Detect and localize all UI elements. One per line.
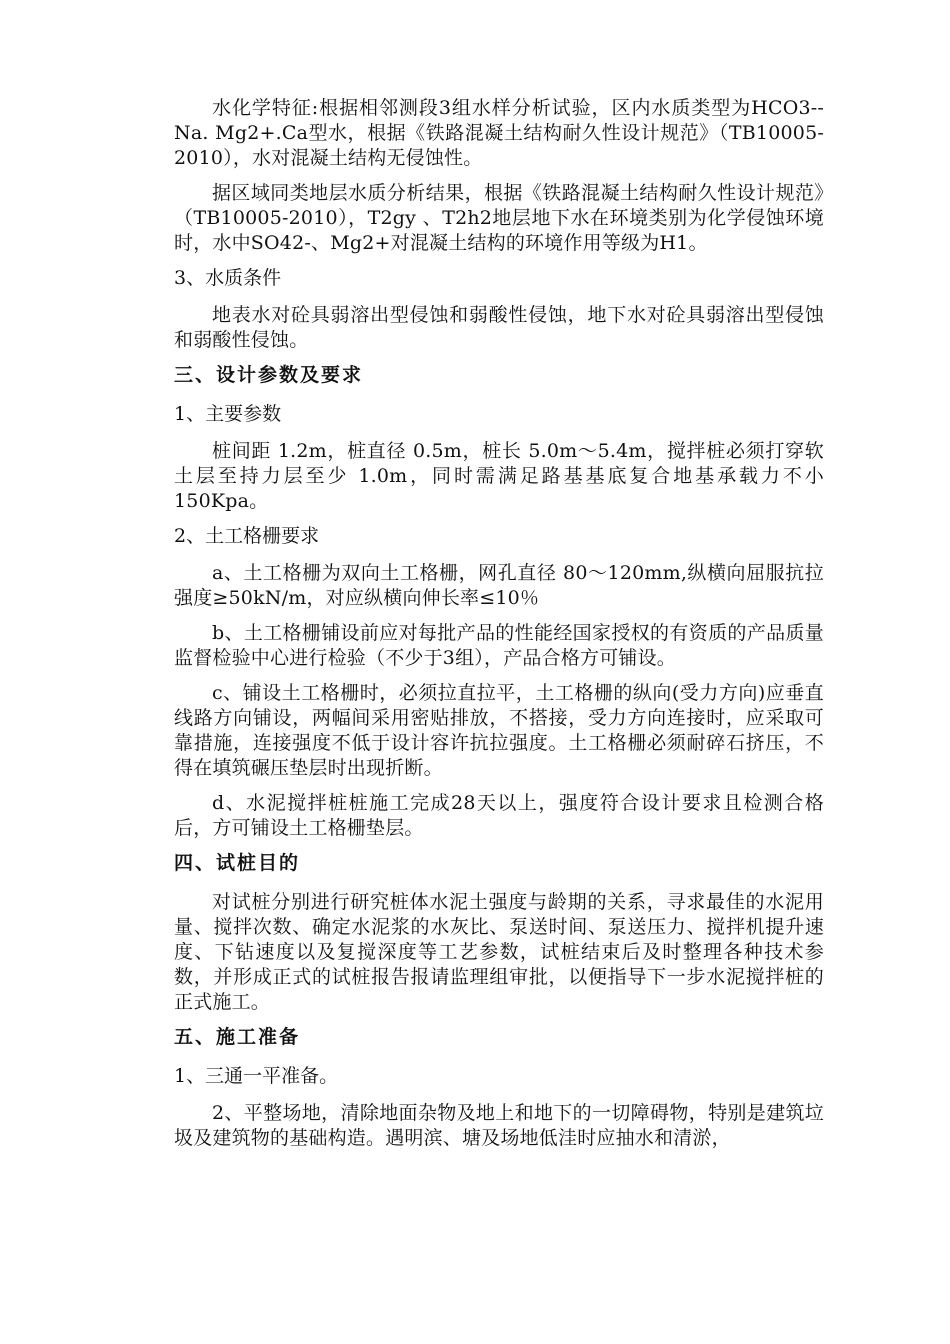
- document-body: [174, 96, 824, 1161]
- paragraph-water-analysis: 据区域同类地层水质分析结果，根据《铁路混凝土结构耐久性设计规范》（TB10005-2010），T2gy 、T2h2地层地下水在环境类别为化学侵蚀环境时，水中SO42-、Mg2+对混凝土结构的环境作用等级为H1。: [174, 182, 824, 254]
- section-heading-design-params: 三、设计参数及要求: [174, 364, 364, 386]
- subheading-water-quality: 3、水质条件: [174, 267, 282, 289]
- paragraph-corrosion: 地表水对砼具弱溶出型侵蚀和弱酸性侵蚀，地下水对砼具弱溶出型侵蚀和弱酸性侵蚀。: [174, 304, 824, 351]
- paragraph-test-pile: 对试桩分别进行研究桩体水泥土强度与龄期的关系，寻求最佳的水泥用量、搅拌次数、确定水泥浆的水灰比、泵送时间、泵送压力、搅拌机提升速度、下钻速度以及复搅深度等工艺参数，试桩结束后及时整理各种技术参数，并形成正式的试桩报告报请监理组审批，以便指导下一步水泥搅拌桩的正式施工。: [174, 891, 824, 1013]
- paragraph-geogrid-b: b、土工格栅铺设前应对每批产品的性能经国家授权的有资质的产品质量监督检验中心进行检验（不少于3组），产品合格方可铺设。: [174, 622, 824, 669]
- subheading-main-params: 1、主要参数: [174, 403, 282, 425]
- paragraph-pile-params: 桩间距 1.2m，桩直径 0.5m，桩长 5.0m～5.4m，搅拌桩必须打穿软土层至持力层至少 1.0m，同时需满足路基基底复合地基承载力不小150Kpa。: [174, 440, 824, 512]
- subheading-geogrid: 2、土工格栅要求: [174, 525, 320, 547]
- section-heading-preparation: 五、施工准备: [174, 1026, 301, 1048]
- paragraph-hydrochemistry: 水化学特征:根据相邻测段3组水样分析试验，区内水质类型为HCO3--Na. Mg2+.Ca型水，根据《铁路混凝土结构耐久性设计规范》（TB10005-2010），水对混凝土结构无侵蚀性。: [174, 97, 824, 169]
- section-heading-test-pile: 四、试桩目的: [174, 852, 301, 874]
- subheading-three-connections: 1、三通一平准备。: [174, 1065, 339, 1087]
- paragraph-geogrid-d: d、水泥搅拌桩桩施工完成28天以上，强度符合设计要求且检测合格后，方可铺设土工格栅垫层。: [174, 792, 824, 839]
- paragraph-site-leveling: 2、平整场地，清除地面杂物及地上和地下的一切障碍物，特别是建筑垃圾及建筑物的基础构造。遇明滨、塘及场地低洼时应抽水和清淤，: [174, 1102, 824, 1149]
- paragraph-geogrid-a: a、土工格栅为双向土工格栅，网孔直径 80～120mm,纵横向屈服抗拉强度≥50kN/m，对应纵横向伸长率≤10％: [174, 562, 824, 609]
- paragraph-geogrid-c: c、铺设土工格栅时，必须拉直拉平，土工格栅的纵向(受力方向)应垂直线路方向铺设，两幅间采用密贴排放，不搭接，受力方向连接时，应采取可靠措施，连接强度不低于设计容许抗拉强度。土工格栅必须耐碎石挤压，不得在填筑碾压垫层时出现折断。: [174, 682, 824, 779]
